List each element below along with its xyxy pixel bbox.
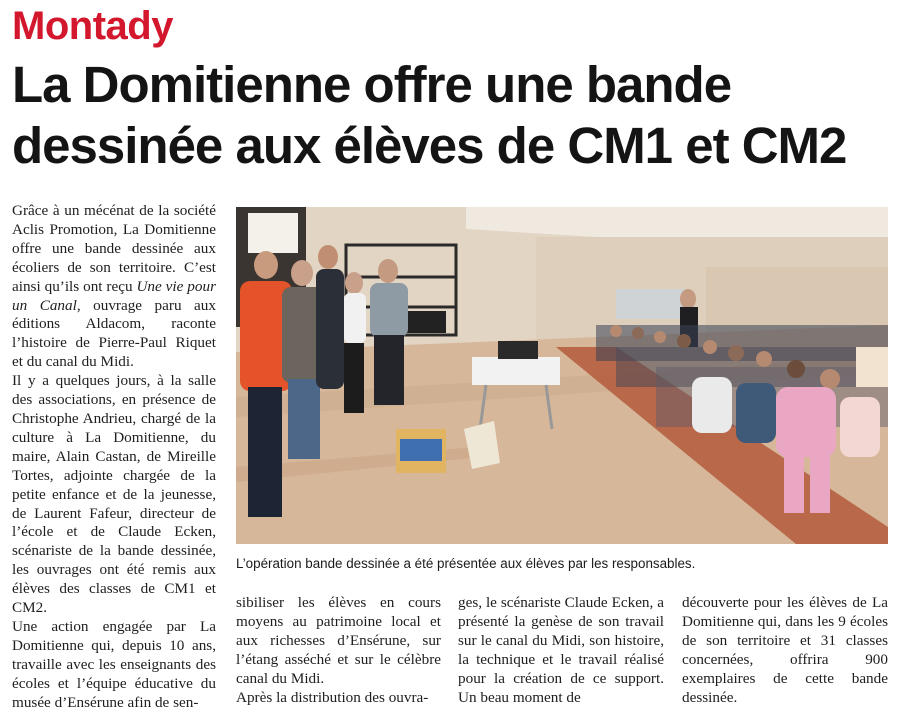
article-column-4 (682, 594, 888, 707)
book-title: Une vie pour un Canal (12, 277, 216, 314)
paragraph-1-text-a: Grâce à un mécénat de la société Aclis Promotion, La Domitienne offre une bande dessinée aux écoliers de son territoire. C’est ainsi qu’ils ont reçu (12, 202, 216, 295)
paragraph-7: découverte pour les élèves de La Domitienne qui, dans les 9 écoles de son territoire et 31 classes concernées, offrira 900 exemplaires de cette bande dessinée. (682, 594, 888, 706)
headline: La Domitienne offre une bande dessinée aux élèves de CM1 et CM2 (12, 56, 847, 174)
paragraph-5: Après la distribution des ouvra- (236, 688, 429, 706)
kicker-town: Montady (12, 4, 173, 48)
paragraph-1-text-b: , ouvrage paru aux éditions Aldacom, raconte l’histoire de Pierre-Paul Riquet et du canal du Midi. (12, 296, 216, 371)
classroom-photo-illustration (236, 207, 888, 544)
paragraph-6: ges, le scénariste Claude Ecken, a présenté la genèse de son travail sur le canal du Midi, son histoire, la technique et le travail réalisé pour la création de ce support. Un beau moment de (458, 594, 664, 706)
paragraph-2: Il y a quelques jours, à la salle des associations, en présence de Christophe Andrieu, chargé de la culture à La Domitienne, du maire, Alain Castan, de Mireille Tortes, adjointe chargée de la petite enfance et de la jeunesse, de Laurent Fafeur, directeur de l’école et de Claude Ecken, scénariste de la bande dessinée, les ouvrages ont été remis aux élèves des classes de CM1 et CM2. (12, 372, 216, 617)
paragraph-1 (12, 202, 216, 372)
article-column-2 (236, 594, 441, 707)
paragraph-3: Une action engagée par La Domitienne qui, depuis 10 ans, travaille avec les enseignants des écoles et l’équipe éducative du musée d’Ensérune afin de sen- (12, 617, 216, 711)
photo-caption: L’opération bande dessinée a été présentée aux élèves par les responsables. (236, 556, 696, 571)
article-column-1 (12, 202, 216, 712)
paragraph-4: sibiliser les élèves en cours moyens au patrimoine local et aux richesses d’Ensérune, sur l’étang asséché et sur le célèbre canal du Midi. (236, 594, 441, 687)
article-column-3 (458, 594, 664, 707)
article-photo (236, 207, 888, 544)
